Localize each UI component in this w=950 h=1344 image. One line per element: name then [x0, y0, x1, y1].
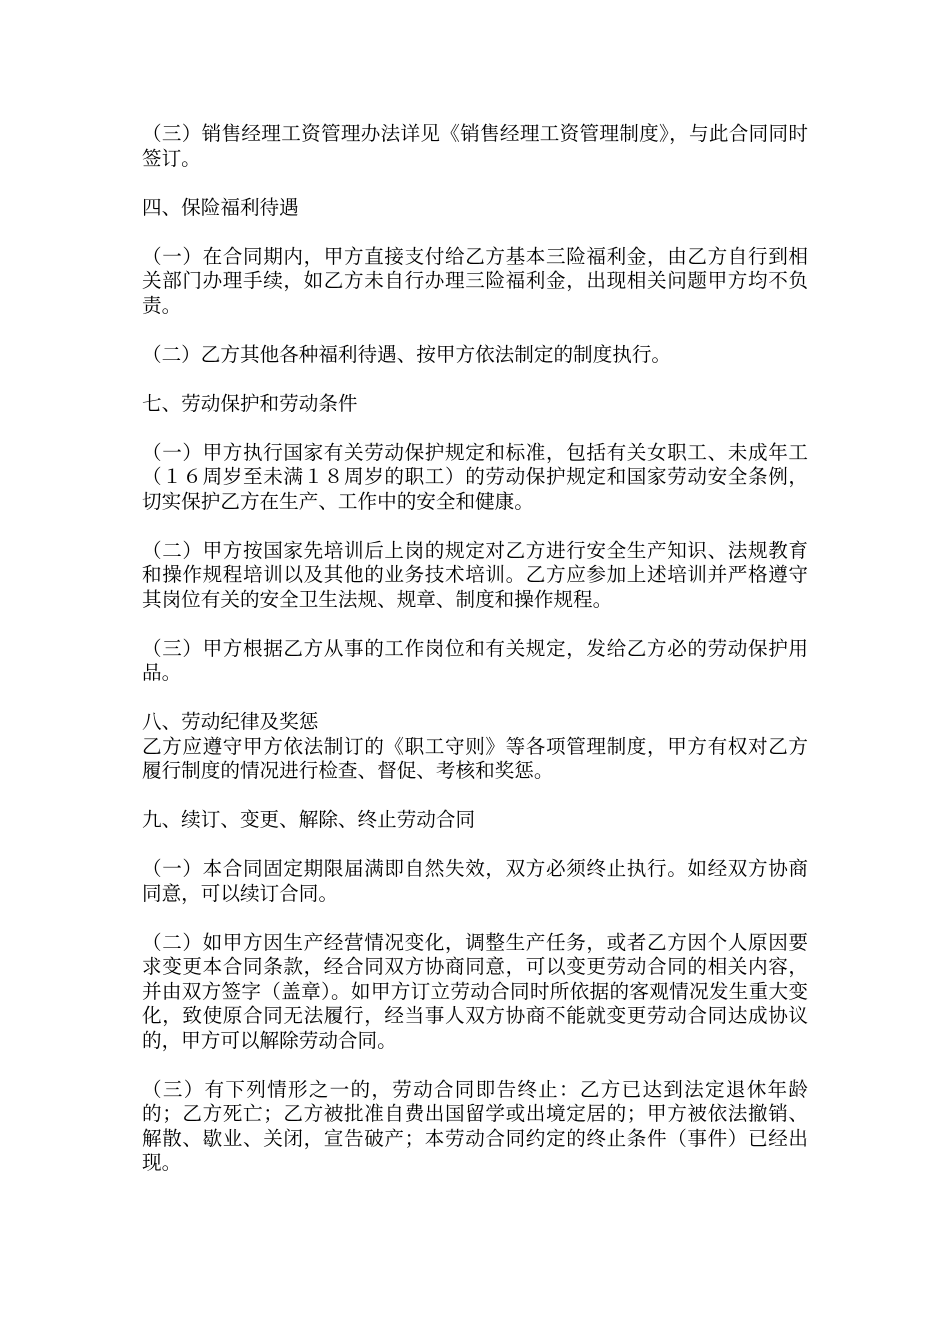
clause-3-3-sales-manager-pay: （三）销售经理工资管理办法详见《销售经理工资管理制度》，与此合同同时签订。: [142, 122, 808, 170]
clause-7-3-protective-equipment: （三）甲方根据乙方从事的工作岗位和有关规定，发给乙方必的劳动保护用品。: [142, 636, 808, 684]
section-heading-insurance-welfare: 四、保险福利待遇: [142, 195, 299, 219]
clause-4-2-other-welfare: （二）乙方其他各种福利待遇、按甲方依法制定的制度执行。: [142, 342, 672, 366]
document-page: [142, 122, 808, 1176]
section-heading-labor-protection: 七、劳动保护和劳动条件: [142, 391, 358, 415]
clause-8-discipline-rules: 乙方应遵守甲方依法制订的《职工守则》等各项管理制度，甲方有权对乙方履行制度的情况进行检查、督促、考核和奖惩。: [142, 734, 808, 782]
clause-4-1-insurance-payment: （一）在合同期内，甲方直接支付给乙方基本三险福利金，由乙方自行到相关部门办理手续，如乙方未自行办理三险福利金，出现相关问题甲方均不负责。: [142, 244, 808, 317]
section-heading-contract-changes: 九、续订、变更、解除、终止劳动合同: [142, 808, 476, 831]
clause-9-1-renewal: （一）本合同固定期限届满即自然失效，双方必须终止执行。如经双方协商同意，可以续订合同。: [142, 857, 808, 905]
clause-9-3-termination-conditions: （三）有下列情形之一的，劳动合同即告终止：乙方已达到法定退休年龄的；乙方死亡；乙方被批准自费出国留学或出境定居的；甲方被依法撤销、解散、歇业、关闭，宣告破产；本劳动合同约定的终止条件（事件）已经出现。: [142, 1077, 808, 1174]
section-heading-discipline: 八、劳动纪律及奖惩: [142, 710, 319, 733]
clause-7-2-safety-training: （二）甲方按国家先培训后上岗的规定对乙方进行安全生产知识、法规教育和操作规程培训以及其他的业务技术培训。乙方应参加上述培训并严格遵守其岗位有关的安全卫生法规、规章、制度和操作规程。: [142, 538, 808, 611]
clause-9-2-modification-termination: （二）如甲方因生产经营情况变化，调整生产任务，或者乙方因个人原因要求变更本合同条款，经合同双方协商同意，可以变更劳动合同的相关内容，并由双方签字（盖章）。如甲方订立劳动合同时所依据的客观情况发生重大变化，致使原合同无法履行，经当事人双方协商不能就变更劳动合同达成协议的，甲方可以解除劳动合同。: [142, 930, 808, 1052]
clause-7-1-protection-standards: （一）甲方执行国家有关劳动保护规定和标准，包括有关女职工、未成年工（１６周岁至未满１８周岁的职工）的劳动保护规定和国家劳动安全条例，切实保护乙方在生产、工作中的安全和健康。: [142, 440, 808, 513]
